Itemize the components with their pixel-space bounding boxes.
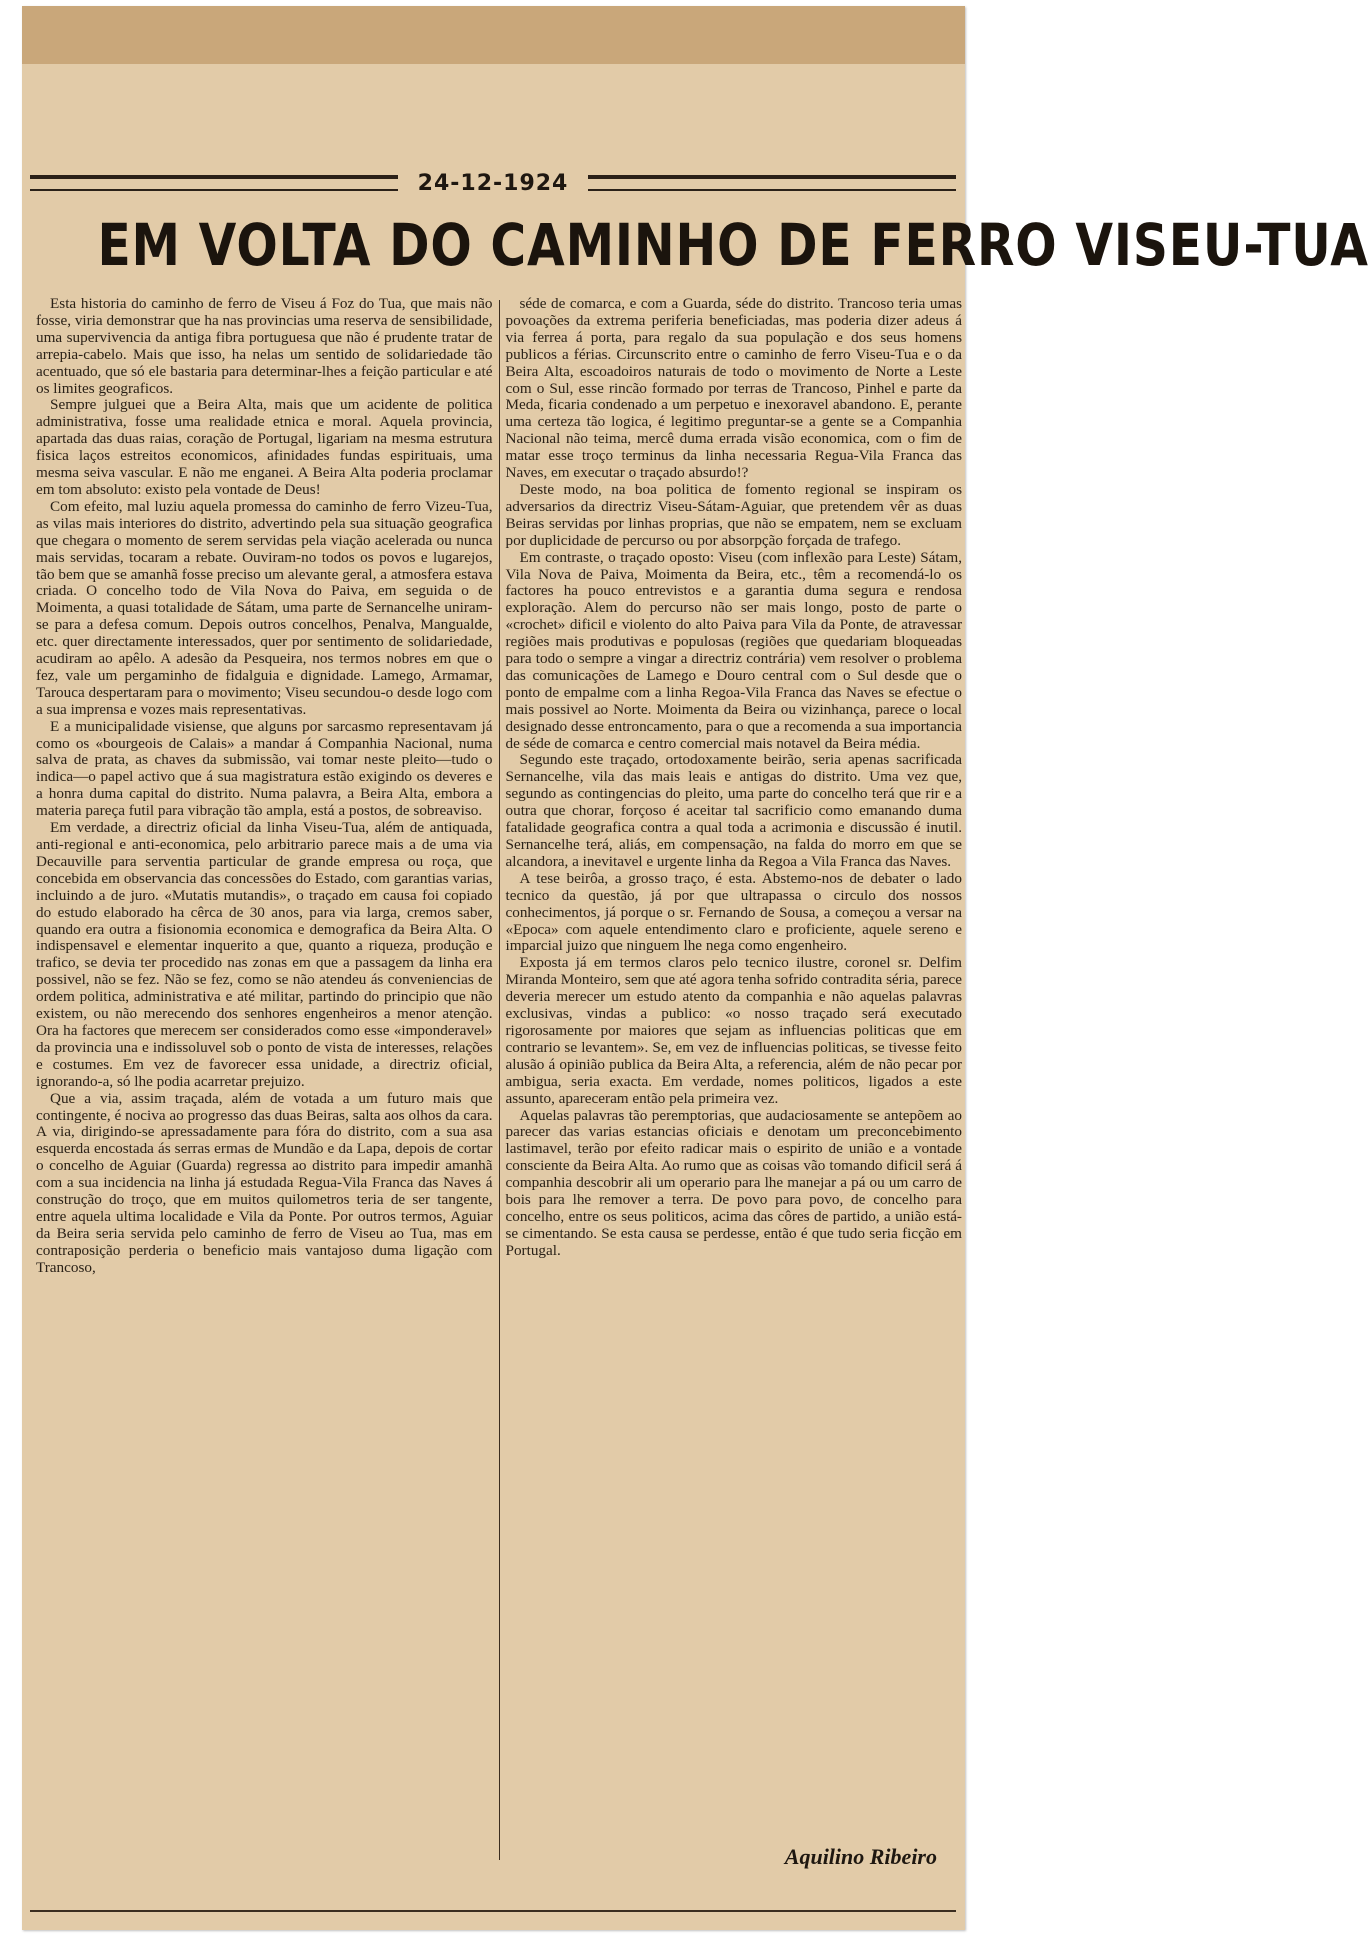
paragraph: E a municipalidade visiense, que alguns por sarcasmo representavam já como os «bourgeois de Calais» a mandar á Companhia Nacional, numa salva de prata, as chaves da submissão, vai tomar neste pleito—tudo o indica—o papel activo que á sua magistratura estão exigindo os deveres e a honra duma capital do distrito. Numa palavra, a Beira Alta, embora a materia pareça futil para vibração tão ampla, está a postos, de sobreaviso. <box>36 717 493 820</box>
paragraph: Em contraste, o traçado oposto: Viseu (com inflexão para Leste) Sátam, Vila Nova de Paiva, Moimenta da Beira, etc., têm a recomendá-lo os factores ha pouco entrevistos e a garantia duma segura e rendosa exploração. Alem do percurso não ser mais longo, posto de parte o «crochet» dificil e violento do alto Paiva para Vila da Ponte, de atravessar regiões mais produtivas e populosas (regiões que quedariam bloqueadas para todo o sempre a vingar a directriz contrária) vem resolver o problema das comunicações de Lamego e Douro central com o Sul desde que o ponto de empalme com a linha Regoa-Vila Franca das Naves se efectue o mais possivel ao Norte. Moimenta da Beira ou vizinhança, parece o local designado desse entroncamento, para o que a recomenda a sua importancia de séde de comarca e centro comercial mais notavel da Beira média. <box>505 548 962 752</box>
article-body <box>36 296 962 1886</box>
paragraph: Que a via, assim traçada, além de votada a um futuro mais que contingente, é nociva ao progresso das duas Beiras, salta aos olhos da cara. A via, dirigindo-se apressadamente para fóra do distrito, com a sua asa esquerda encostada ás serras ermas de Mundão e da Lapa, depois de cortar o concelho de Aguiar (Guarda) regressa ao distrito para impedir amanhã com a sua incidencia na linha já estudada Regua-Vila Franca das Naves á construção do troço, que em muitos quilometros teria de ser tangente, entre aquela ultima localidade e Vila da Ponte. Por outros termos, Aguiar da Beira seria servida pelo caminho de ferro de Viseu ao Tua, mas em contraposição perderia o beneficio mais vantajoso duma ligação com Trancoso, <box>36 1089 493 1276</box>
right-column <box>500 296 963 1886</box>
paragraph: Em verdade, a directriz oficial da linha Viseu-Tua, além de antiquada, anti-regional e anti-economica, pelo arbitrario parece mais a de uma via Decauville para serventia particular de grande empresa ou roça, que concebida em observancia das concessões do Estado, com garantias varias, incluindo a de juro. «Mutatis mutandis», o traçado em causa foi copiado do estudo elaborado ha cêrca de 30 anos, para via larga, cremos saber, quando era outra a fisionomia economica e demografica da Beira Alta. O indispensavel e elementar inquerito a que, quanto a riqueza, produção e trafico, se devia ter procedido nas zonas em que a passagem da linha era possivel, não se fez. Não se fez, como se não atendeu ás conveniencias de ordem politica, administrativa e até militar, partindo do principio que não existem, ou não merecendo dos senhores engenheiros a menor atenção. Ora ha factores que merecem ser considerados como esse «imponderavel» da provincia una e indissoluvel sob o ponto de vista de interesses, relações e costumes. Em vez de favorecer essa unidade, a directriz oficial, ignorando-a, só lhe podia acarretar prejuizo. <box>36 819 493 1090</box>
paragraph: Exposta já em termos claros pelo tecnico ilustre, coronel sr. Delfim Miranda Monteiro, sem que até agora tenha sofrido contradita séria, parece deveria merecer um estudo atento da companhia e não aquelas palavras exclusivas, vindas a publico: «o nosso traçado será executado rigorosamente por maiores que sejam as influencias politicas que em contrario se levantem». Se, em vez de influencias politicas, se tivesse feito alusão á opinião publica da Beira Alta, a referencia, além de não pecar por ambigua, seria exacta. Em verdade, nomes politicos, ligados a este assunto, apareceram então pela primeira vez. <box>505 954 962 1107</box>
paragraph: Com efeito, mal luziu aquela promessa do caminho de ferro Vizeu-Tua, as vilas mais interiores do distrito, advertindo pela sua situação geografica que chegara o momento de serem servidas pela viação acelerada ou nunca mais servidas, tocaram a rebate. Ouviram-no todos os povos e lugarejos, tão bem que se amanhã fosse preciso um alevante geral, a atmosfera estava criada. O concelho todo de Vila Nova do Paiva, em seguida o de Moimenta, a quasi totalidade de Sátam, uma parte de Sernancelhe uniram-se para a defesa comum. Depois outros concelhos, Penalva, Mangualde, etc. quer directamente interessados, quer por sentimento de solidariedade, acudiram ao apêlo. A adesão da Pesqueira, nos termos nobres em que o fez, vale um pergaminho de fidalguia e dignidade. Lamego, Armamar, Tarouca despertaram para o movimento; Viseu secundou-o desde logo com a sua imprensa e vozes mais representativas. <box>36 497 493 718</box>
paragraph: Aquelas palavras tão peremptorias, que audaciosamente se antepõem ao parecer das varias estancias oficiais e denotam um preconcebimento lastimavel, terão por efeito radicar mais o espirito de união e a vontade consciente da Beira Alta. Ao rumo que as coisas vão tomando dificil será á companhia descobrir ali um operario para lhe manejar a pá ou um carro de bois para lhe remover a terra. De povo para povo, de concelho para concelho, entre os seus politicos, acima das côres de partido, a união está-se cimentando. Se esta causa se perdesse, então é que tudo seria ficção em Portugal. <box>505 1106 962 1259</box>
paragraph: séde de comarca, e com a Guarda, séde do distrito. Trancoso teria umas povoações da extrema periferia beneficiadas, mas poderia dizer adeus á via ferrea á porta, para regalo da sua população e dos seus homens publicos a férias. Circunscrito entre o caminho de ferro Viseu-Tua e o da Beira Alta, escoadoiros naturais de todo o movimento de Norte a Leste com o Sul, esse rincão formado por terras de Trancoso, Pinhel e parte da Meda, ficaria condenado a um perpetuo e inexoravel abandono. E, perante uma certeza tão logica, é legitimo preguntar-se a gente se a Companhia Nacional não teima, mercê duma errada visão economica, com o fim de matar esse troço terminus da linha necessaria Regua-Vila Franca das Naves, em executar o traçado absurdo!? <box>505 295 962 482</box>
tape-strip <box>22 6 965 64</box>
bottom-rule <box>30 1910 956 1918</box>
author-signature: Aquilino Ribeiro <box>784 1844 937 1869</box>
left-column <box>36 296 499 1886</box>
article-headline: EM VOLTA DO CAMINHO DE FERRO VISEU-TUA <box>97 211 1369 279</box>
paragraph: Sempre julguei que a Beira Alta, mais que um acidente de politica administrativa, fosse uma realidade etnica e moral. Aquela provincia, apartada das duas raias, coração de Portugal, ligariam na mesma estrutura fisica laços estreitos economicos, afinidades fundas espirituais, uma mesma seiva vascular. E não me enganei. A Beira Alta poderia proclamar em tom absoluto: existo pela vontade de Deus! <box>36 396 493 498</box>
paragraph: A tese beirôa, a grosso traço, é esta. Abstemo-nos de debater o lado tecnico da questão, já por que ultrapassa o circulo dos nossos conhecimentos, já porque o sr. Fernando de Sousa, a começou a versar na «Epoca» com aquele entendimento claro e proficiente, aquele sereno e imparcial juizo que ninguem lhe nega como engenheiro. <box>505 869 962 955</box>
dateline <box>30 166 956 200</box>
article-date: 24-12-1924 <box>417 170 569 196</box>
dateline-rule-right <box>588 175 956 191</box>
paragraph: Esta historia do caminho de ferro de Viseu á Foz do Tua, que mais não fosse, viria demonstrar que ha nas provincias uma reserva de sensibilidade, uma supervivencia da antiga fibra portuguesa que não é prudente tratar de arrepia-cabelo. Mais que isso, ha nelas um sentido de solidariedade tão acentuado, que só ele bastaria para determinar-lhes a feição particular e até os limites geograficos. <box>36 295 493 397</box>
dateline-rule-left <box>30 175 398 191</box>
paragraph: Segundo este traçado, ortodoxamente beirão, seria apenas sacrificada Sernancelhe, vila das mais leais e antigas do distrito. Uma vez que, segundo as contingencias do pleito, uma parte do concelho terá que rir e a outra que chorar, forçoso é aceitar tal sacrificio como emanando duma fatalidade geografica contra a qual toda a acrimonia e discussão é inutil. Sernancelhe terá, aliás, em compensação, na falda do morro em que se alcandora, a inevitavel e urgente linha da Regoa a Vila Franca das Naves. <box>505 751 962 870</box>
paragraph: Deste modo, na boa politica de fomento regional se inspiram os adversarios da directriz Viseu-Sátam-Aguiar, que pretendem vêr as duas Beiras servidas por linhas proprias, que não se empatem, nem se excluam por duplicidade de percurso ou por absorpção forçada de trafego. <box>505 480 962 549</box>
newspaper-clipping <box>22 6 1369 1930</box>
